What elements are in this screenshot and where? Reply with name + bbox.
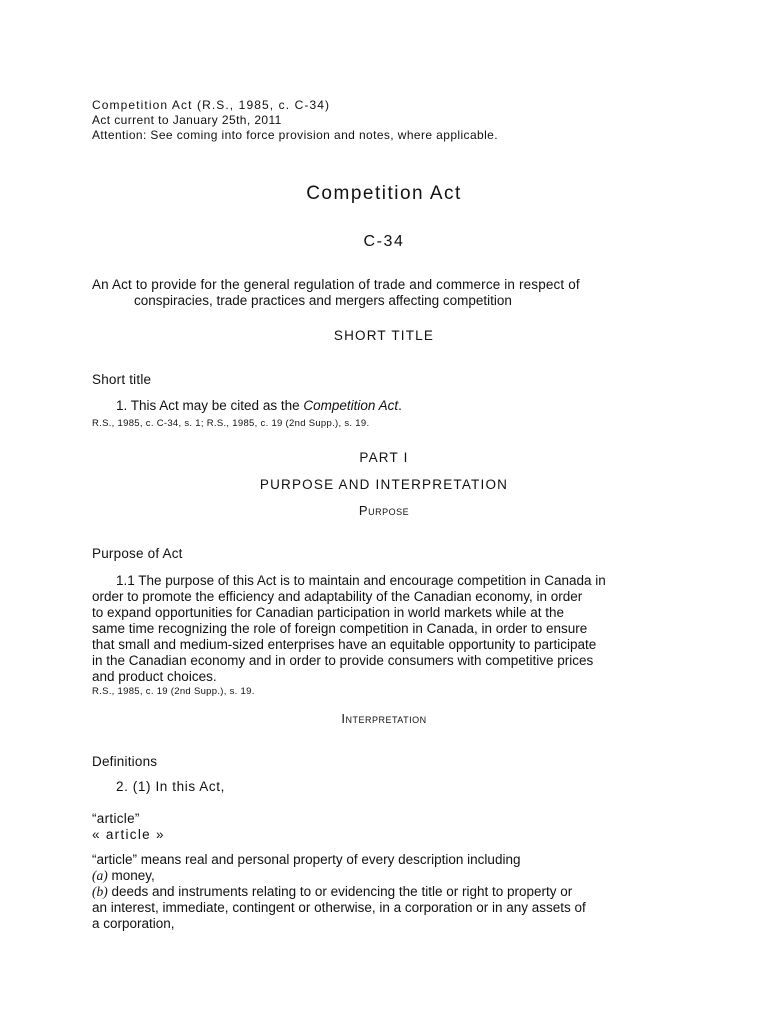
section-2-1: 2. (1) In this Act, <box>116 779 225 794</box>
paragraph-b-label: (b) <box>92 884 108 899</box>
definition-article <box>92 852 692 932</box>
definition-line: a corporation, <box>92 916 175 931</box>
section-1-1-history: R.S., 1985, c. 19 (2nd Supp.), s. 19. <box>92 686 255 697</box>
paragraph-a-text: money, <box>107 868 155 883</box>
definition-line: “article” means real and personal property of every description including <box>92 852 521 867</box>
defined-term-english: “article” <box>92 811 140 826</box>
currency-date: Act current to January 25th, 2011 <box>92 113 282 127</box>
long-title-line-2: conspiracies, trade practices and mergers affecting competition <box>134 293 512 308</box>
act-citation: Competition Act (R.S., 1985, c. C-34) <box>92 98 331 112</box>
paragraph-b-text: deeds and instruments relating to or evidencing the title or right to property or <box>107 884 573 899</box>
attention-note: Attention: See coming into force provision and notes, where applicable. <box>92 128 498 142</box>
part-heading: PART I <box>359 450 409 465</box>
long-title-line-1: An Act to provide for the general regulation of trade and commerce in respect of <box>92 277 580 292</box>
section-1-text-prefix: 1. This Act may be cited as the <box>116 398 304 413</box>
section-1-1-line: that small and medium-sized enterprises have an equitable opportunity to participate <box>92 637 597 652</box>
chapter-number: C-34 <box>363 233 405 250</box>
document-title: Competition Act <box>306 183 462 204</box>
part-subheading: PURPOSE AND INTERPRETATION <box>259 477 509 492</box>
definition-paragraph-b <box>92 884 692 900</box>
section-1-1-line: to expand opportunities for Canadian participation in world markets while at the <box>92 605 565 620</box>
marginal-note-definitions: Definitions <box>92 754 158 769</box>
section-1-1 <box>92 573 692 685</box>
section-1 <box>92 398 692 414</box>
section-1-act-name: Competition Act <box>303 398 399 413</box>
section-1-1-line: and product choices. <box>92 669 217 684</box>
defined-term-french: « article » <box>92 827 165 842</box>
purpose-heading: Purpose <box>358 503 410 518</box>
section-1-1-line: order to promote the efficiency and adaptability of the Canadian economy, in order <box>92 589 583 604</box>
section-1-history: R.S., 1985, c. C-34, s. 1; R.S., 1985, c. 19 (2nd Supp.), s. 19. <box>92 418 370 429</box>
short-title-heading: SHORT TITLE <box>333 328 435 343</box>
long-title <box>92 277 692 309</box>
paragraph-a-label: (a) <box>92 868 108 883</box>
definition-paragraph-a <box>92 868 692 884</box>
section-1-text-suffix: . <box>398 398 402 413</box>
interpretation-heading: Interpretation <box>341 711 427 726</box>
definition-line: an interest, immediate, contingent or otherwise, in a corporation or in any assets of <box>92 900 586 915</box>
section-1-1-line: 1.1 The purpose of this Act is to maintain and encourage competition in Canada in <box>116 573 606 588</box>
marginal-note-purpose: Purpose of Act <box>92 546 183 561</box>
section-1-1-line: same time recognizing the role of foreign competition in Canada, in order to ensure <box>92 621 588 636</box>
marginal-note-short-title: Short title <box>92 372 152 387</box>
section-1-1-line: in the Canadian economy and in order to provide consumers with competitive prices <box>92 653 594 668</box>
